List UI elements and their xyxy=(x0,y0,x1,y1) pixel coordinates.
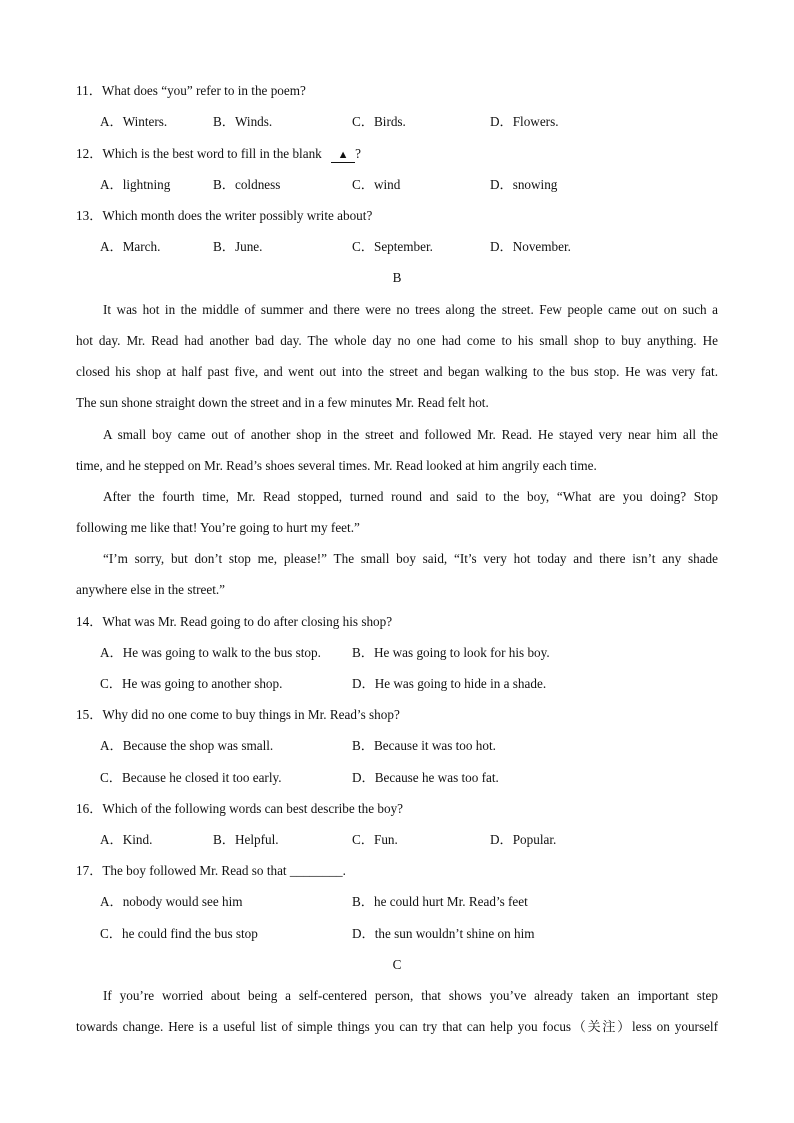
passage-c-line-2: towards change. Here is a useful list of simple things you can try that can help you focus（关注）less on yourself xyxy=(76,1019,718,1034)
question-12-stem xyxy=(76,145,718,163)
q16-option-a: A．Kind. xyxy=(100,832,153,847)
passage-b-line-9: “I’m sorry, but don’t stop me, please!” The small boy said, “It’s very hot today and there isn’t any shade xyxy=(103,551,718,566)
q17-option-d: D．the sun wouldn’t shine on him xyxy=(352,926,535,941)
passage-b-line-2: hot day. Mr. Read had another bad day. The whole day no one had come to his small shop to buy anything. He xyxy=(76,333,718,348)
triangle-blank-icon: ▲ xyxy=(337,149,349,161)
passage-b-line-5: A small boy came out of another shop in the street and followed Mr. Read. He stayed very near him all the xyxy=(103,427,718,442)
q11-option-b: B．Winds. xyxy=(213,114,273,129)
q17-option-b: B．he could hurt Mr. Read’s feet xyxy=(352,894,528,909)
passage-b-line-10: anywhere else in the street.” xyxy=(76,582,226,597)
q14-option-a: A．He was going to walk to the bus stop. xyxy=(100,645,321,660)
question-13-stem: 13．Which month does the writer possibly write about? xyxy=(76,208,373,223)
question-15-stem: 15．Why did no one come to buy things in Mr. Read’s shop? xyxy=(76,707,400,722)
section-b-heading: B xyxy=(392,270,402,285)
q12-option-d: D．snowing xyxy=(490,177,558,192)
passage-b-line-3: closed his shop at half past five, and went out into the street and began walking to the bus stop. He was very fat. xyxy=(76,364,718,379)
q15-option-d: D．Because he was too fat. xyxy=(352,770,499,785)
q16-option-d: D．Popular. xyxy=(490,832,557,847)
q12-option-a: A．lightning xyxy=(100,177,171,192)
q17-option-a: A．nobody would see him xyxy=(100,894,243,909)
passage-b-line-7: After the fourth time, Mr. Read stopped, turned round and said to the boy, “What are you doing? Stop xyxy=(103,489,718,504)
q11-option-c: C．Birds. xyxy=(352,114,406,129)
q15-option-b: B．Because it was too hot. xyxy=(352,738,496,753)
passage-b-line-6: time, and he stepped on Mr. Read’s shoes several times. Mr. Read looked at him angrily each time. xyxy=(76,458,597,473)
q13-option-d: D．November. xyxy=(490,239,571,254)
q14-option-c: C．He was going to another shop. xyxy=(100,676,283,691)
question-11-stem: 11．What does “you” refer to in the poem? xyxy=(76,83,306,98)
question-17-stem: 17．The boy followed Mr. Read so that ________. xyxy=(76,863,346,878)
q15-option-a: A．Because the shop was small. xyxy=(100,738,274,753)
q16-option-c: C．Fun. xyxy=(352,832,398,847)
q12-option-c: C．wind xyxy=(352,177,401,192)
section-c-heading: C xyxy=(392,957,402,972)
q17-option-c: C．he could find the bus stop xyxy=(100,926,258,941)
q11-option-a: A．Winters. xyxy=(100,114,168,129)
q12-stem-end: ? xyxy=(355,146,361,161)
q12-option-b: B．coldness xyxy=(213,177,281,192)
question-16-stem: 16．Which of the following words can best describe the boy? xyxy=(76,801,404,816)
q16-option-b: B．Helpful. xyxy=(213,832,279,847)
q14-option-b: B．He was going to look for his boy. xyxy=(352,645,550,660)
q12-blank xyxy=(331,147,355,163)
q13-option-a: A．March. xyxy=(100,239,161,254)
passage-b-line-1: It was hot in the middle of summer and there were no trees along the street. Few people came out on such a xyxy=(103,302,718,317)
q15-option-c: C．Because he closed it too early. xyxy=(100,770,282,785)
q13-option-c: C．September. xyxy=(352,239,433,254)
q13-option-b: B．June. xyxy=(213,239,263,254)
question-14-stem: 14．What was Mr. Read going to do after closing his shop? xyxy=(76,614,393,629)
q11-option-d: D．Flowers. xyxy=(490,114,559,129)
q14-option-d: D．He was going to hide in a shade. xyxy=(352,676,547,691)
passage-c-line-1: If you’re worried about being a self-centered person, that shows you’ve already taken an important step xyxy=(103,988,718,1003)
passage-b-line-8: following me like that! You’re going to hurt my feet.” xyxy=(76,520,360,535)
q12-stem-text: 12．Which is the best word to fill in the blank xyxy=(76,146,322,161)
passage-b-line-4: The sun shone straight down the street and in a few minutes Mr. Read felt hot. xyxy=(76,395,489,410)
